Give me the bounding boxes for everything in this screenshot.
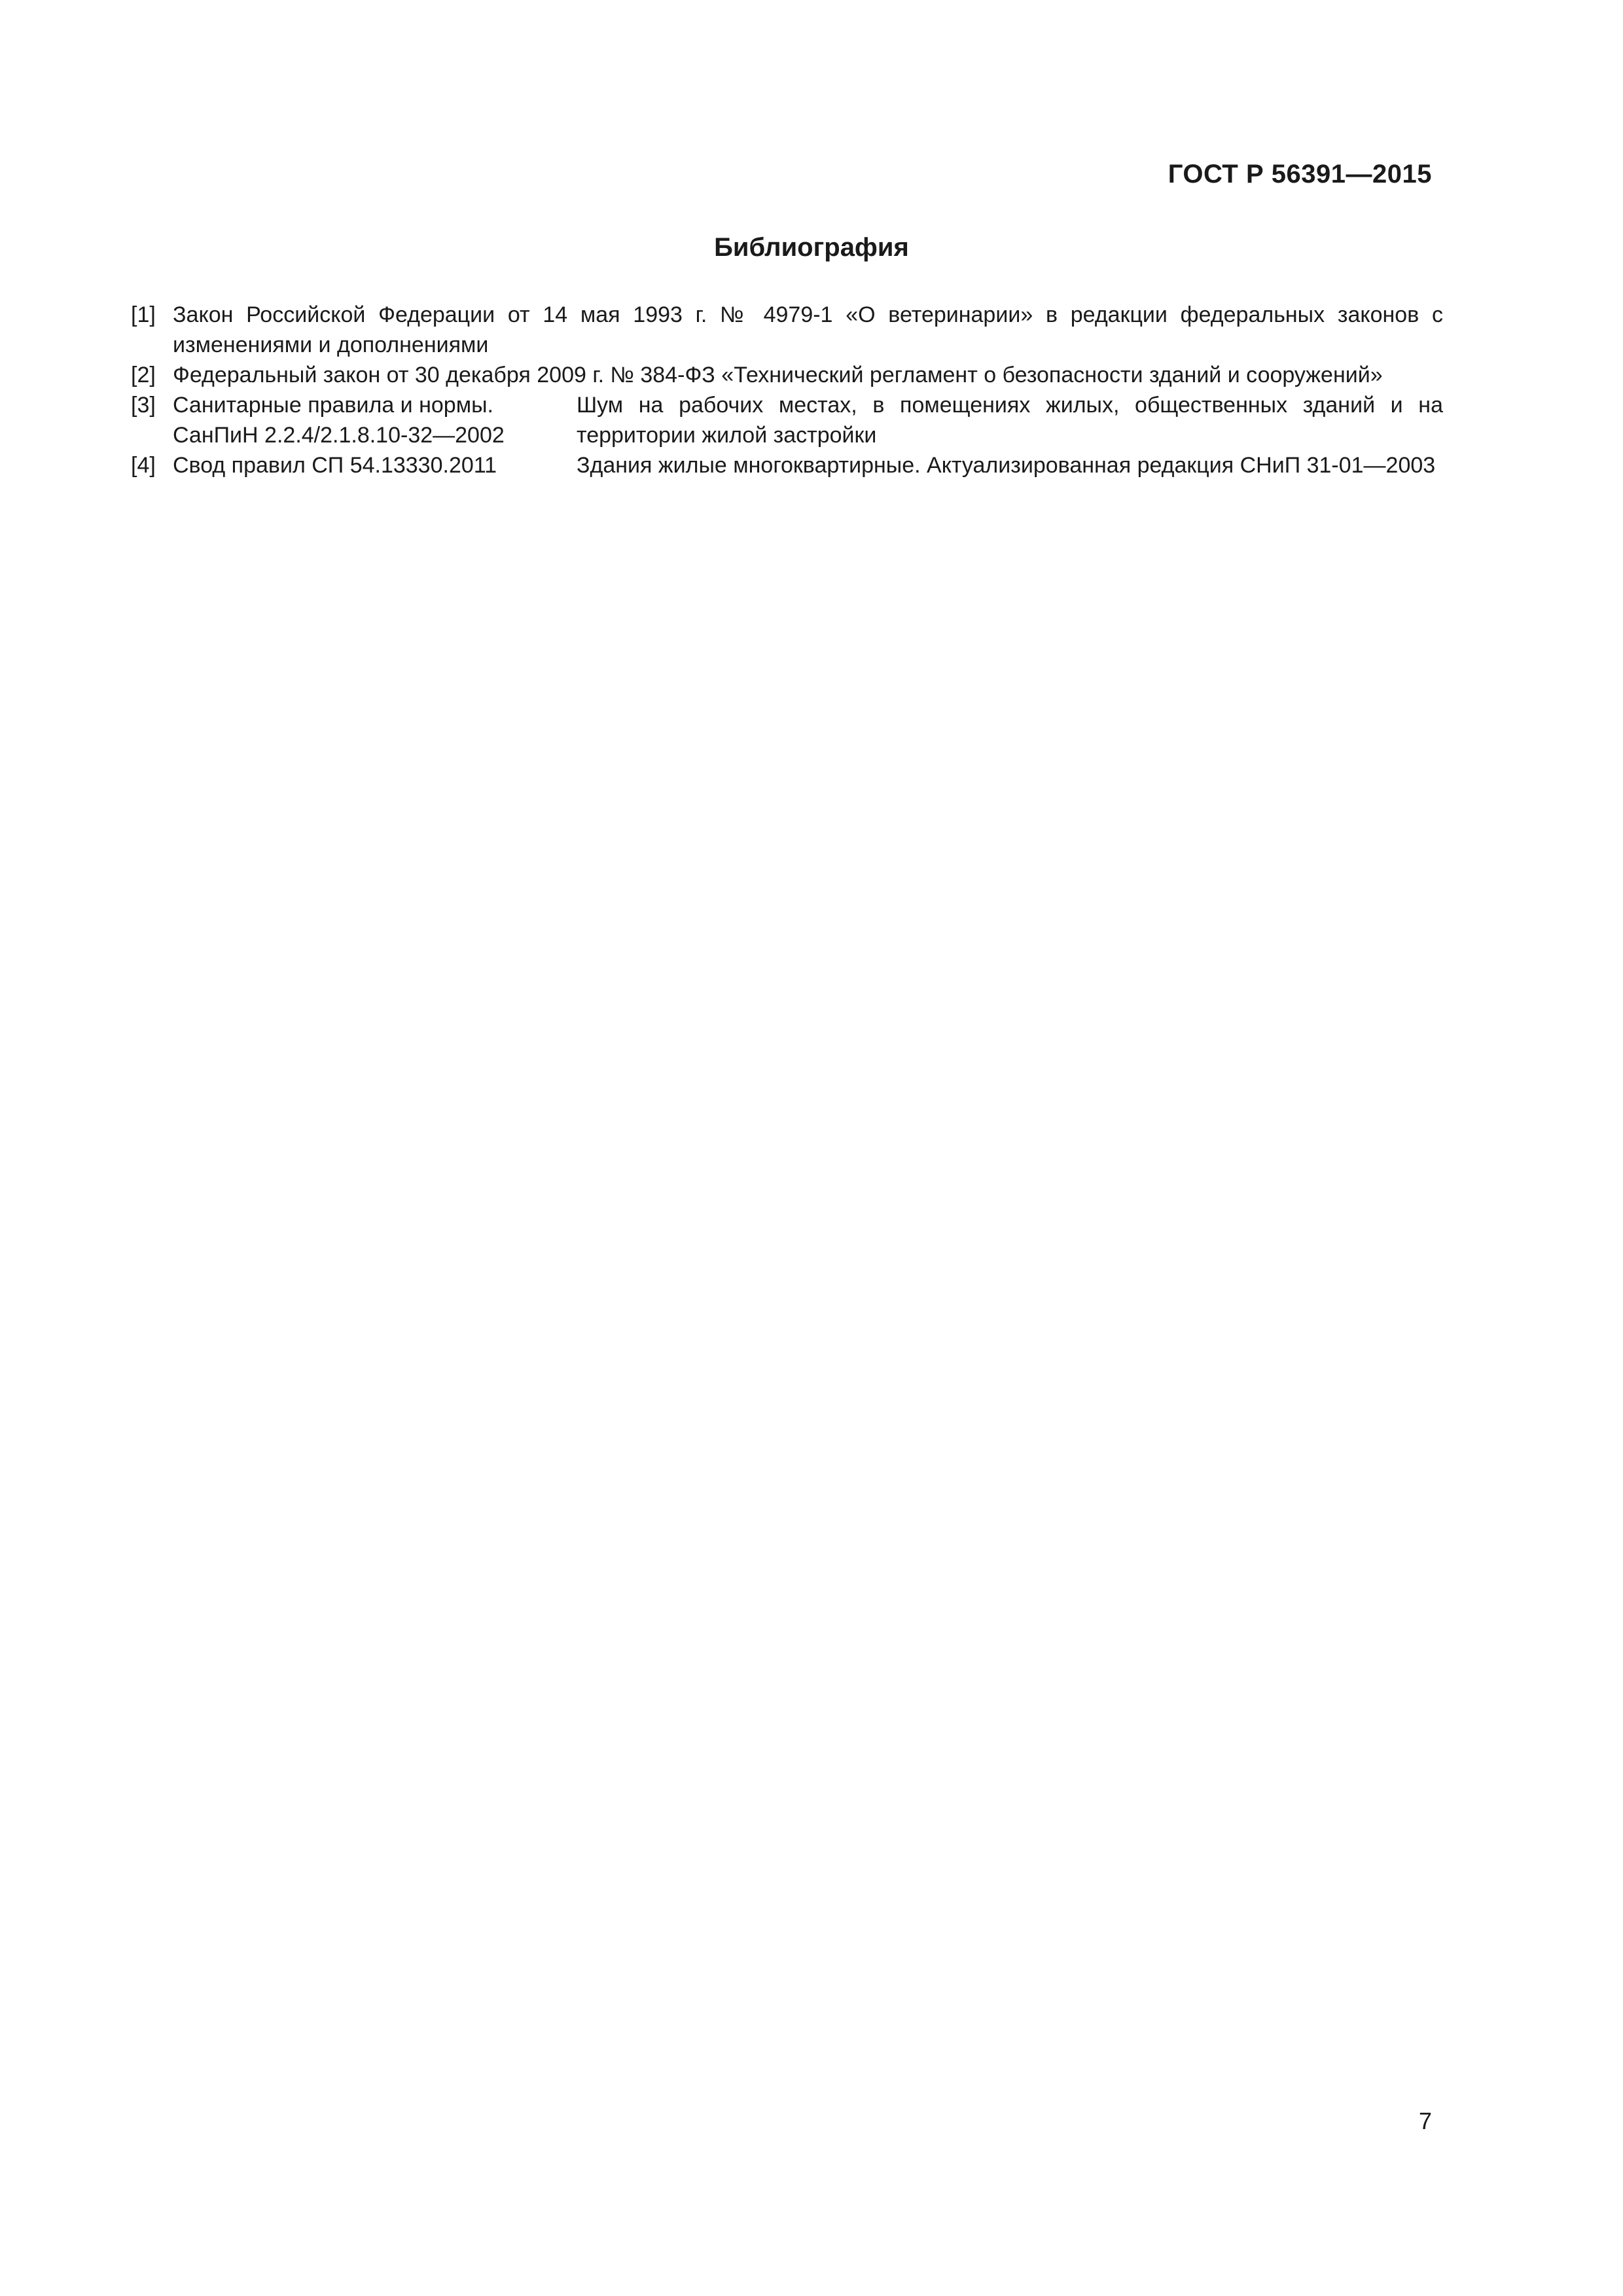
bibliography-description: Здания жилые многоквартирные. Актуализированная редакция СНиП 31-01—2003: [577, 453, 1436, 478]
bibliography-list: [131, 300, 1443, 480]
bibliography-text: Федеральный закон от 30 декабря 2009 г. № 384-ФЗ «Технический регламент о безопасности зданий и сооружений»: [173, 363, 1383, 387]
bibliography-number: [1]: [131, 302, 156, 327]
bibliography-item: [131, 390, 1443, 450]
bibliography-number: [3]: [131, 393, 156, 418]
bibliography-number: [2]: [131, 363, 156, 387]
bibliography-entry: [173, 390, 1443, 450]
bibliography-number: [4]: [131, 453, 156, 478]
bibliography-item: [131, 360, 1443, 390]
bibliography-item: [131, 300, 1443, 360]
bibliography-description: Шум на рабочих местах, в помещениях жилых, общественных зданий и на территории жилой застройки: [577, 393, 1443, 448]
page-number: 7: [1418, 2108, 1432, 2134]
bibliography-document-line: СанПиН 2.2.4/2.1.8.10-32—2002: [173, 423, 505, 448]
bibliography-document-line: Санитарные правила и нормы.: [173, 393, 493, 418]
bibliography-document: [173, 450, 577, 480]
bibliography-item: [131, 450, 1443, 480]
bibliography-document: [173, 390, 577, 450]
bibliography-text: Закон Российской Федерации от 14 мая 1993 г. № 4979-1 «О ветеринарии» в редакции федеральных законов с изменениями и дополнениями: [173, 302, 1443, 357]
document-code: ГОСТ Р 56391—2015: [1168, 160, 1432, 188]
bibliography-document-line: Свод правил СП 54.13330.2011: [173, 453, 497, 478]
bibliography-entry: [173, 450, 1443, 480]
section-title: Библиография: [714, 233, 909, 262]
